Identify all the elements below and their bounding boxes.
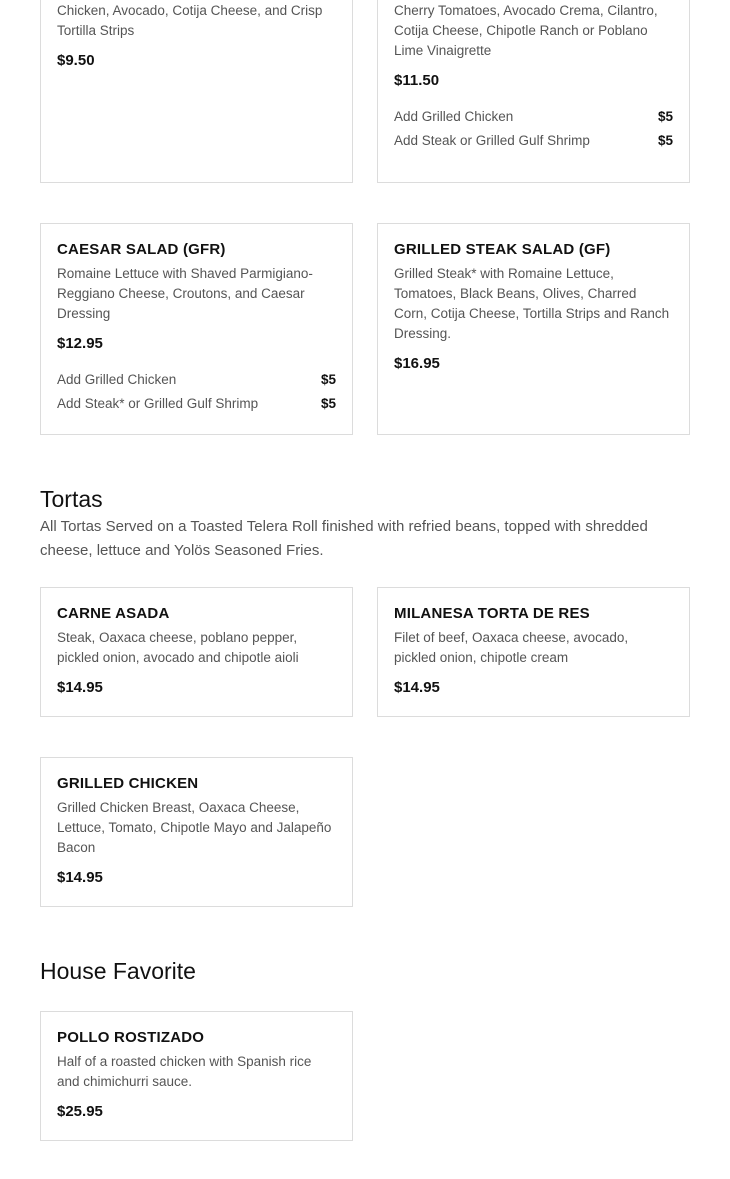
menu-item-price: $11.50 <box>394 72 440 89</box>
addon-list <box>57 368 336 416</box>
menu-item-title: CAESAR SALAD (GFR) <box>57 241 226 258</box>
menu-item-description: Filet of beef, Oaxaca cheese, avocado, pickled onion, chipotle cream <box>394 630 629 665</box>
menu-item-title: MILANESA TORTA DE RES <box>394 605 590 622</box>
menu-item-price: $25.95 <box>57 1103 103 1120</box>
addon-price: $5 <box>320 372 336 387</box>
menu-item-description: Steak, Oaxaca cheese, poblano pepper, pickled onion, avocado and chipotle aioli <box>57 630 299 665</box>
menu-item-title: CARNE ASADA <box>57 605 170 622</box>
addon-price: $5 <box>320 396 336 411</box>
menu-item-title: GRILLED STEAK SALAD (GF) <box>394 241 611 258</box>
menu-card-carne-asada <box>40 587 353 717</box>
menu-item-title: POLLO ROSTIZADO <box>57 1029 205 1046</box>
menu-item-description: Grilled Chicken Breast, Oaxaca Cheese, Lettuce, Tomato, Chipotle Mayo and Jalapeño Bacon <box>57 800 332 855</box>
addon-price: $5 <box>657 109 673 124</box>
menu-card-grilled-steak-salad <box>377 223 690 435</box>
menu-item-description: Half of a roasted chicken with Spanish rice and chimichurri sauce. <box>57 1054 312 1089</box>
menu-item-price: $9.50 <box>57 52 95 69</box>
menu-item-price: $14.95 <box>57 679 103 696</box>
section-description-tortas: All Tortas Served on a Toasted Telera Roll finished with refried beans, topped with shredded cheese, lettuce and Yolös Seasoned Fries. <box>40 518 648 559</box>
menu-item-price: $12.95 <box>57 335 103 352</box>
addon-row <box>394 129 673 153</box>
menu-item-description: Chicken, Avocado, Cotija Cheese, and Crisp Tortilla Strips <box>57 3 323 38</box>
section-heading-house-favorite: House Favorite <box>40 958 196 984</box>
menu-item-price: $14.95 <box>57 869 103 886</box>
menu-card-salad <box>377 0 690 183</box>
section-heading-tortas: Tortas <box>40 486 103 512</box>
menu-item-description: Grilled Steak* with Romaine Lettuce, Tomatoes, Black Beans, Olives, Charred Corn, Cotija Cheese, Tortilla Strips and Ranch Dressing. <box>394 266 670 341</box>
menu-card-soup <box>40 0 353 183</box>
addon-list <box>394 105 673 153</box>
menu-card-caesar-salad <box>40 223 353 435</box>
menu-item-price: $16.95 <box>394 355 440 372</box>
addon-row <box>57 368 336 392</box>
addon-label: Add Steak* or Grilled Gulf Shrimp <box>57 396 259 411</box>
addon-row <box>57 392 336 416</box>
menu-card-milanesa-torta <box>377 587 690 717</box>
addon-price: $5 <box>657 133 673 148</box>
addon-label: Add Steak or Grilled Gulf Shrimp <box>394 133 590 148</box>
menu-item-description: Cherry Tomatoes, Avocado Crema, Cilantro, Cotija Cheese, Chipotle Ranch or Poblano Lime Vinaigrette <box>394 3 658 58</box>
menu-card-pollo-rostizado <box>40 1011 353 1141</box>
menu-item-description: Romaine Lettuce with Shaved Parmigiano-Reggiano Cheese, Croutons, and Caesar Dressing <box>57 266 313 321</box>
menu-item-title: GRILLED CHICKEN <box>57 775 199 792</box>
menu-item-price: $14.95 <box>394 679 440 696</box>
addon-row <box>394 105 673 129</box>
addon-label: Add Grilled Chicken <box>394 109 514 124</box>
addon-label: Add Grilled Chicken <box>57 372 177 387</box>
menu-card-grilled-chicken <box>40 757 353 907</box>
